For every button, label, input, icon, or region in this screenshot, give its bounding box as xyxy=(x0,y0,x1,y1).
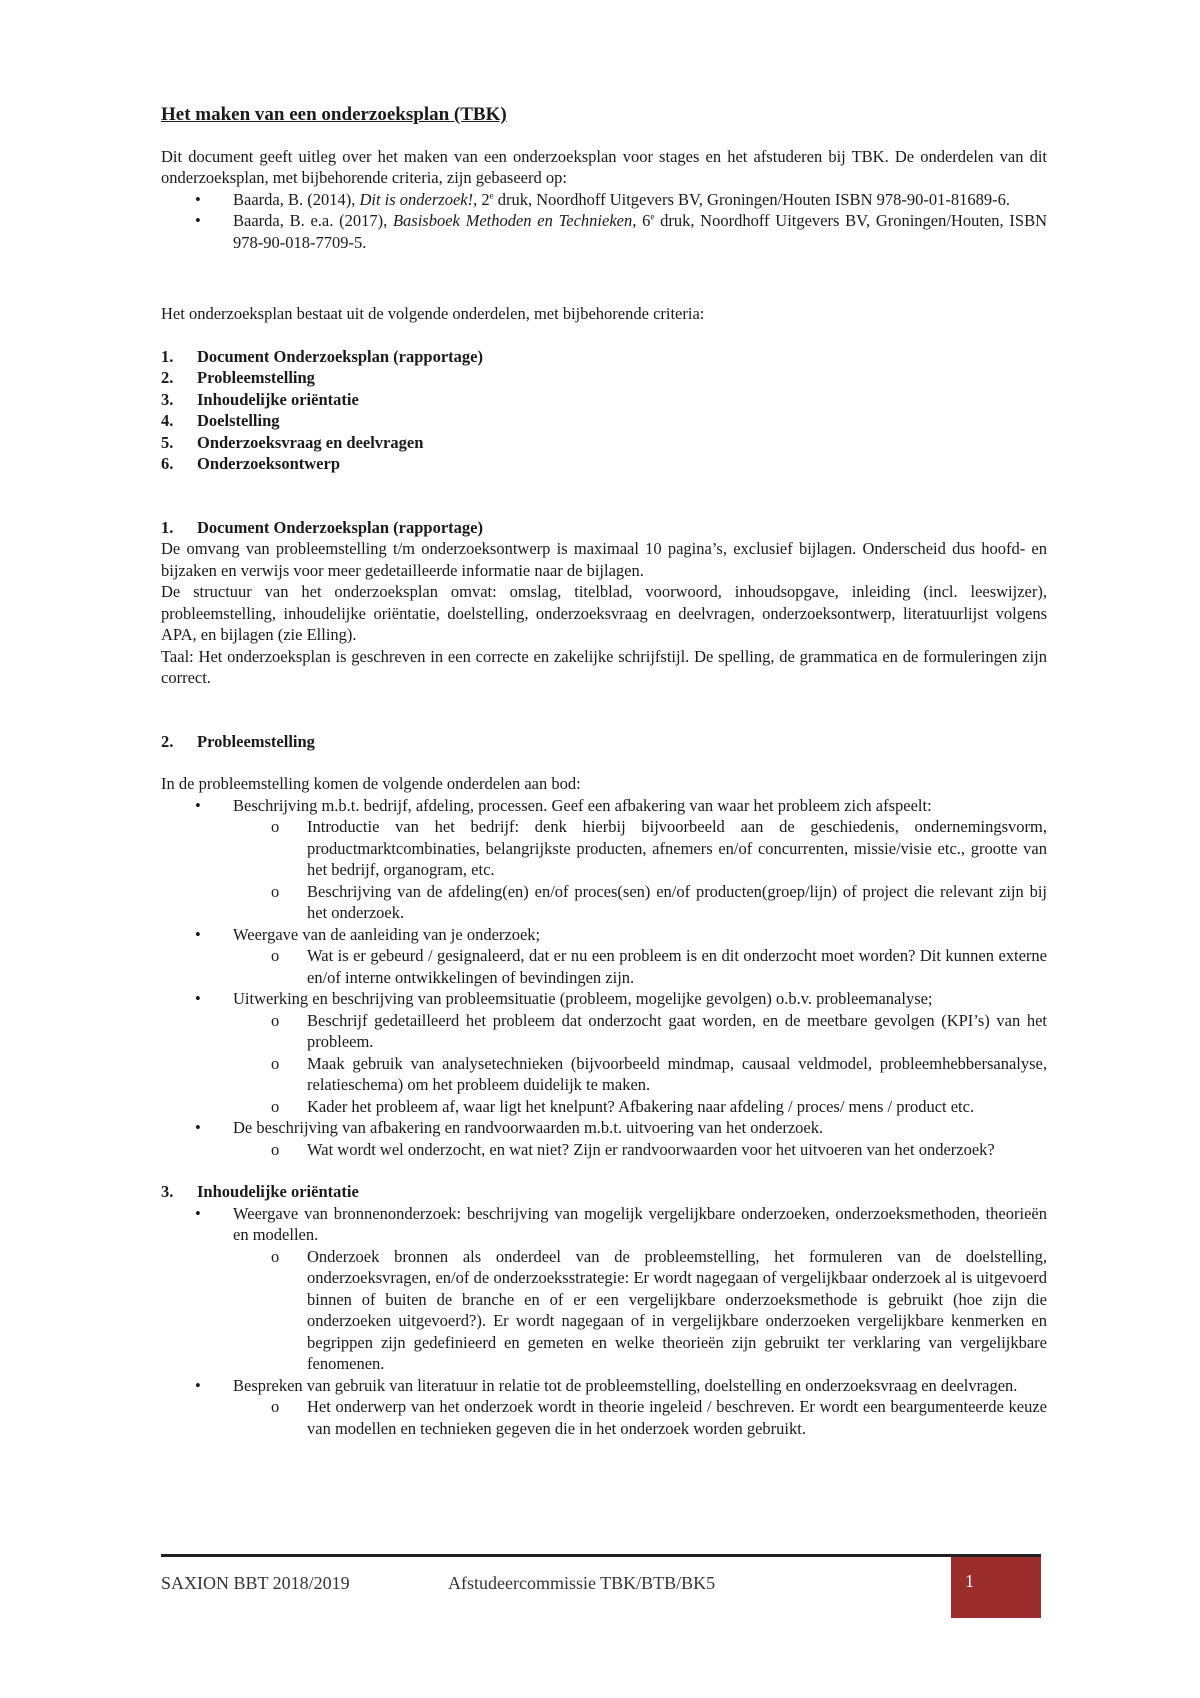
page-number-box xyxy=(951,1557,1041,1618)
book-title: Dit is onderzoek! xyxy=(359,189,474,209)
parts-item: 6. Onderzoeksontwerp xyxy=(161,454,340,473)
parts-item: 5. Onderzoeksvraag en deelvragen xyxy=(161,432,424,452)
reference-item: • Baarda, B. (2014), Dit is onderzoek!, 2e druk, Noordhoff Uitgevers BV, Groningen/Houten ISBN 978-90-01-81689-6. xyxy=(195,189,1010,209)
footer-institution: SAXION BBT 2018/2019 xyxy=(161,1573,350,1593)
parts-item: 2. Probleemstelling xyxy=(161,368,315,387)
intro-paragraph: Dit document geeft uitleg over het maken van een onderzoeksplan voor stages en het afstuderen bij TBK. De onderdelen van dit onderzoeksplan, met bijbehorende criteria, zijn gebaseerd op: xyxy=(161,146,1047,187)
section-heading-1: 1. Document Onderzoeksplan (rapportage) xyxy=(161,517,483,537)
bullet-icon: • xyxy=(195,795,201,815)
circle-bullet-icon: o xyxy=(271,946,280,965)
list-item: • Beschrijving m.b.t. bedrijf, afdeling, processen. Geef een afbakering van waar het probleem zich afspeelt: o Introductie van het bedrijf: denk hierbij bijvoorbeeld aan de geschiedenis, ondernemingsvorm, productmarktcombinaties, belangrijkste producten, afnemers en/of concurrenten, missie/visie etc., grootte van het bedrijf, organogram, etc. o Beschrijving van de afdeling(en) en/of proces(sen) en/of producten(groep/lijn) of project die relevant zijn bij het onderzoek. xyxy=(161,795,1047,924)
circle-bullet-icon: o xyxy=(271,881,280,901)
bullet-icon: • xyxy=(195,989,201,1008)
footer-divider xyxy=(161,1554,1041,1557)
sub-list-item: o Onderzoek bronnen als onderdeel van de probleemstelling, het formuleren van de doelstelling, onderzoeksvragen, en/of de onderzoeksstrategie: Er wordt nagegaan of vergelijkbaar onderzoek al is uitgevoerd binnen of buiten de branche en of er een vergelijkbare onderzoeksmethode is gebruikt (hoe zijn die onderzoeken uitgevoerd?). Er wordt nagegaan of in vergelijkbare onderzoeken vergelijkbare kenmerken en begrippen zijn gedefinieerd en gemeten en welke theorieën zijn gebruikt ter verklaring van vergelijkbare fenomenen. xyxy=(271,1246,1047,1373)
bullet-icon: • xyxy=(195,189,201,209)
parts-intro: Het onderzoeksplan bestaat uit de volgende onderdelen, met bijbehorende criteria: xyxy=(161,304,705,323)
section-3-list xyxy=(161,1203,1047,1440)
sub-list-item: o Beschrijving van de afdeling(en) en/of proces(sen) en/of producten(groep/lijn) of project die relevant zijn bij het onderzoek. xyxy=(271,881,1047,922)
sub-list-item: o Het onderwerp van het onderzoek wordt in theorie ingeleid / beschreven. Er wordt een beargumenteerde keuze van modellen en technieken gegeven die in het onderzoek worden gebruikt. xyxy=(271,1397,1047,1438)
book-title: Basisboek Methoden en Technieken xyxy=(392,211,633,230)
page-footer xyxy=(161,1554,1041,1618)
document-body xyxy=(161,104,1047,1439)
bullet-icon: • xyxy=(195,1375,201,1395)
list-item: • Weergave van de aanleiding van je onderzoek; o Wat is er gebeurd / gesignaleerd, dat er nu een probleem is en dit onderzocht moet worden? Dit kunnen externe en/of interne ontwikkelingen of bevindingen zijn. xyxy=(161,924,1047,989)
circle-bullet-icon: o xyxy=(271,1246,280,1266)
parts-item: 3. Inhoudelijke oriëntatie xyxy=(161,389,359,409)
reference-item: • Baarda, B. e.a. (2017), Basisboek Methoden en Technieken, 6e druk, Noordhoff Uitgevers BV, Groningen/Houten, ISBN 978-90-018-7709-5. xyxy=(195,211,1047,252)
page-number: 1 xyxy=(965,1571,974,1591)
list-item: • Weergave van bronnenonderzoek: beschrijving van mogelijk vergelijkbare onderzoeken, onderzoeksmethoden, theorieën en modellen. o Onderzoek bronnen als onderdeel van de probleemstelling, het formuleren van de doelstelling, onderzoeksvragen, en/of de onderzoeksstrategie: Er wordt nagegaan of vergelijkbaar onderzoek al is uitgevoerd binnen of buiten de branche en of er een vergelijkbare onderzoeksmethode is gebruikt (hoe zijn die onderzoeken uitgevoerd?). Er wordt nagegaan of in vergelijkbare onderzoeken vergelijkbare kenmerken en begrippen zijn gedefinieerd en gemeten en welke theorieën zijn gebruikt ter verklaring van vergelijkbare fenomenen. xyxy=(161,1203,1047,1375)
circle-bullet-icon: o xyxy=(271,1053,280,1073)
reference-list xyxy=(161,189,1047,254)
list-item: • De beschrijving van afbakering en randvoorwaarden m.b.t. uitvoering van het onderzoek. o Wat wordt wel onderzocht, en wat niet? Zijn er randvoorwaarden voor het uitvoeren van het onderzoek? xyxy=(161,1117,1047,1160)
list-item: • Uitwerking en beschrijving van probleemsituatie (probleem, mogelijke gevolgen) o.b.v. probleemanalyse; o Beschrijf gedetailleerd het probleem dat onderzocht gaat worden, en de meetbare gevolgen (KPI’s) van het probleem. o Maak gebruik van analysetechnieken (bijvoorbeeld mindmap, causaal veldmodel, probleemhebbersanalyse, relatieschema) om het probleem duidelijk te maken. o Kader het probleem af, waar ligt het knelpunt? Afbakering naar afdeling / proces/ mens / product etc. xyxy=(161,988,1047,1117)
circle-bullet-icon: o xyxy=(271,1139,280,1159)
list-item: • Bespreken van gebruik van literatuur in relatie tot de probleemstelling, doelstelling en onderzoeksvraag en deelvragen. o Het onderwerp van het onderzoek wordt in theorie ingeleid / beschreven. Er wordt een beargumenteerde keuze van modellen en technieken gegeven die in het onderzoek worden gebruikt. xyxy=(161,1375,1047,1440)
sub-list-item: o Introductie van het bedrijf: denk hierbij bijvoorbeeld aan de geschiedenis, ondernemingsvorm, productmarktcombinaties, belangrijkste producten, afnemers en/of concurrenten, missie/visie etc., grootte van het bedrijf, organogram, etc. xyxy=(271,817,1047,879)
section-heading-2: 2. Probleemstelling xyxy=(161,731,315,751)
footer-committee: Afstudeercommissie TBK/BTB/BK5 xyxy=(448,1573,716,1593)
section-1-paragraph: De structuur van het onderzoeksplan omvat: omslag, titelblad, voorwoord, inhoudsopgave, inleiding (incl. leeswijzer), probleemstelling, inhoudelijke oriëntatie, doelstelling, onderzoeksvraag en deelvragen, onderzoeksontwerp, literatuurlijst volgens APA, en bijlagen (zie Elling). xyxy=(161,582,1047,644)
document-title: Het maken van een onderzoeksplan (TBK) xyxy=(161,104,507,125)
section-2-list xyxy=(161,795,1047,1161)
section-1-paragraph: Taal: Het onderzoeksplan is geschreven in een correcte en zakelijke schrijfstijl. De spelling, de grammatica en de formuleringen zijn correct. xyxy=(161,646,1047,687)
section-heading-3: 3. Inhoudelijke oriëntatie xyxy=(161,1182,359,1201)
sub-list-item: o Wat wordt wel onderzocht, en wat niet? Zijn er randvoorwaarden voor het uitvoeren van het onderzoek? xyxy=(271,1139,995,1159)
section-2-intro: In de probleemstelling komen de volgende onderdelen aan bod: xyxy=(161,774,581,793)
sub-list-item: o Maak gebruik van analysetechnieken (bijvoorbeeld mindmap, causaal veldmodel, probleemhebbersanalyse, relatieschema) om het probleem duidelijk te maken. xyxy=(271,1053,1047,1094)
parts-list xyxy=(161,346,1047,475)
sub-list-item: o Wat is er gebeurd / gesignaleerd, dat er nu een probleem is en dit onderzocht moet worden? Dit kunnen externe en/of interne ontwikkelingen of bevindingen zijn. xyxy=(271,946,1047,987)
bullet-icon: • xyxy=(195,1118,201,1137)
circle-bullet-icon: o xyxy=(271,1096,280,1116)
bullet-icon: • xyxy=(195,1203,201,1223)
bullet-icon: • xyxy=(195,211,201,230)
section-1-paragraph: De omvang van probleemstelling t/m onderzoeksontwerp is maximaal 10 pagina’s, exclusief bijlagen. Onderscheid dus hoofd- en bijzaken en verwijs voor meer gedetailleerde informatie naar de bijlagen. xyxy=(161,539,1047,580)
parts-item: 1. Document Onderzoeksplan (rapportage) xyxy=(161,346,483,366)
circle-bullet-icon: o xyxy=(271,817,280,836)
circle-bullet-icon: o xyxy=(271,1397,280,1416)
bullet-icon: • xyxy=(195,924,201,944)
parts-item: 4. Doelstelling xyxy=(161,411,280,430)
sub-list-item: o Kader het probleem af, waar ligt het knelpunt? Afbakering naar afdeling / proces/ mens / product etc. xyxy=(271,1096,975,1116)
circle-bullet-icon: o xyxy=(271,1010,280,1030)
sub-list-item: o Beschrijf gedetailleerd het probleem dat onderzocht gaat worden, en de meetbare gevolgen (KPI’s) van het probleem. xyxy=(271,1010,1047,1051)
